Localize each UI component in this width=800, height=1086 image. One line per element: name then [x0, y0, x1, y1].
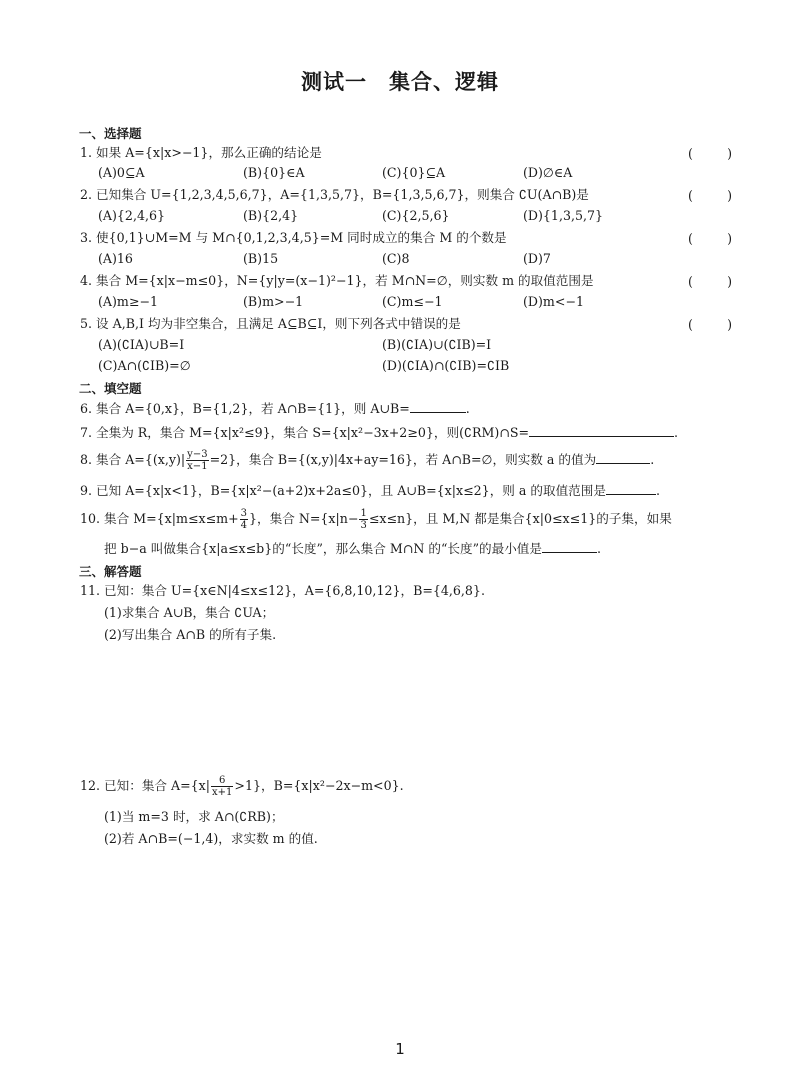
question-11-part-2: (2)写出集合 A∩B 的所有子集.: [104, 627, 277, 642]
answer-bracket: ( ): [688, 317, 732, 332]
answer-blank: [596, 451, 650, 464]
q1-option-c: (C){0}⊆A: [382, 165, 446, 180]
question-5-stem: 5. 设 A,B,I 均为非空集合，且满足 A⊆B⊆I，则下列各式中错误的是: [80, 316, 461, 331]
question-11-stem: 11. 已知：集合 U={x∈N|4≤x≤12}，A={6,8,10,12}，B={4,6,8}.: [80, 583, 485, 598]
fraction-numerator: 1: [360, 508, 367, 519]
answer-blank: [529, 424, 674, 437]
section-heading-answer: 三、解答题: [79, 564, 142, 579]
q5-option-b: (B)(∁IA)∪(∁IB)=I: [382, 337, 492, 352]
question-8: 8. 集合 A={(x,y)| $\frac{y-3}{x-1}$ =2}，集合 B={(x,y)|4x+ay=16}，若 A∩B=∅，则实数 a 的值为 .: [80, 449, 655, 472]
question-12-part-2: (2)若 A∩B=(−1,4)，求实数 m 的值.: [104, 831, 318, 846]
q3-option-a: (A)16: [98, 251, 133, 266]
answer-bracket: ( ): [688, 231, 732, 246]
answer-bracket: ( ): [688, 188, 732, 203]
section-heading-choice: 一、选择题: [79, 126, 142, 141]
page-title: 测试一 集合、逻辑: [301, 70, 499, 94]
question-2-stem: 2. 已知集合 U={1,2,3,4,5,6,7}，A={1,3,5,7}，B={1,3,5,6,7}，则集合 ∁U(A∩B)是: [80, 187, 589, 202]
q5-option-d: (D)(∁IA)∩(∁IB)=∁IB: [382, 358, 510, 373]
fraction: [186, 449, 208, 472]
question-11-part-1: (1)求集合 A∪B，集合 ∁UA；: [104, 605, 275, 620]
fraction-numerator: 6: [211, 775, 233, 787]
q2-option-c: (C){2,5,6}: [382, 208, 450, 223]
q4-option-b: (B)m>−1: [243, 294, 304, 309]
question-12-text-pre: 12. 已知：集合 A={x|: [80, 778, 211, 793]
answer-blank: [606, 482, 656, 495]
fraction-denominator: x−1: [187, 461, 208, 472]
question-7-text: 7. 全集为 R，集合 M={x|x²≤9}，集合 S={x|x²−3x+2≥0}，则(∁RM)∩S=: [80, 425, 530, 440]
question-6: 6. 集合 A={0,x}，B={1,2}，若 A∩B={1}，则 A∪B= .: [80, 401, 470, 416]
answer-blank: [410, 400, 466, 413]
question-9-text: 9. 已知 A={x|x<1}，B={x|x²−(a+2)x+2a≤0}，且 A∪B={x|x≤2}，则 a 的取值范围是: [80, 483, 606, 498]
fraction: [211, 775, 233, 798]
q3-option-b: (B)15: [243, 251, 279, 266]
q3-option-c: (C)8: [382, 251, 410, 266]
q1-option-b: (B){0}∈A: [243, 165, 305, 180]
q1-option-d: (D)∅∈A: [523, 165, 573, 180]
q2-option-a: (A){2,4,6}: [98, 208, 165, 223]
q5-option-a: (A)(∁IA)∪B=I: [98, 337, 185, 352]
fraction-denominator: x+1: [212, 787, 233, 798]
page-number: 1: [395, 1040, 405, 1058]
question-12-part-1: (1)当 m=3 时，求 A∩(∁RB)；: [104, 809, 284, 824]
fraction-numerator: y−3: [187, 449, 208, 460]
answer-bracket: ( ): [688, 146, 732, 161]
q4-option-d: (D)m<−1: [523, 294, 584, 309]
question-10-text-pre: 10. 集合 M={x|m≤x≤m+: [80, 511, 239, 526]
question-10-line-1: [80, 506, 672, 532]
q1-option-a: (A)0⊆A: [98, 165, 145, 180]
q4-option-a: (A)m≥−1: [98, 294, 158, 309]
question-12-text-post: >1}，B={x|x²−2x−m<0}.: [234, 778, 404, 793]
fraction: [240, 508, 248, 531]
question-1-stem: 1. 如果 A={x|x>−1}，那么正确的结论是: [80, 145, 322, 160]
q5-option-c: (C)A∩(∁IB)=∅: [98, 358, 191, 373]
q2-option-d: (D){1,3,5,7}: [523, 208, 604, 223]
question-10-text-post: ≤x≤n}，且 M,N 都是集合{x|0≤x≤1}的子集，如果: [368, 511, 672, 526]
question-6-text: 6. 集合 A={0,x}，B={1,2}，若 A∩B={1}，则 A∪B=: [80, 401, 410, 416]
question-8-text-post: =2}，集合 B={(x,y)|4x+ay=16}，若 A∩B=∅，则实数 a 的值为: [209, 452, 597, 467]
question-3-stem: 3. 使{0,1}∪M=M 与 M∩{0,1,2,3,4,5}=M 同时成立的集合 M 的个数是: [80, 230, 507, 245]
answer-bracket: ( ): [688, 274, 732, 289]
question-12-stem: [80, 773, 404, 799]
fraction-denominator: 4: [240, 520, 248, 531]
question-8-text-pre: 8. 集合 A={(x,y)|: [80, 452, 186, 467]
question-7: 7. 全集为 R，集合 M={x|x²≤9}，集合 S={x|x²−3x+2≥0}，则(∁RM)∩S= .: [80, 425, 679, 440]
question-10-text-line-2: 把 b−a 叫做集合{x|a≤x≤b}的“长度”，那么集合 M∩N 的“长度”的最小值是: [104, 541, 542, 556]
question-10-line-2: 把 b−a 叫做集合{x|a≤x≤b}的“长度”，那么集合 M∩N 的“长度”的最小值是 .: [104, 541, 601, 556]
question-9: 9. 已知 A={x|x<1}，B={x|x²−(a+2)x+2a≤0}，且 A∪B={x|x≤2}，则 a 的取值范围是 .: [80, 483, 660, 498]
q4-option-c: (C)m≤−1: [382, 294, 443, 309]
question-10-text-mid: }，集合 N={x|n−: [249, 511, 359, 526]
fraction-denominator: 3: [360, 520, 367, 531]
answer-blank: [542, 540, 597, 553]
question-4-stem: 4. 集合 M={x|x−m≤0}，N={y|y=(x−1)²−1}，若 M∩N=∅，则实数 m 的取值范围是: [80, 273, 594, 288]
section-heading-fill: 二、填空题: [79, 381, 142, 396]
q2-option-b: (B){2,4}: [243, 208, 299, 223]
q3-option-d: (D)7: [523, 251, 551, 266]
fraction-numerator: 3: [240, 508, 248, 519]
fraction: [359, 508, 367, 531]
